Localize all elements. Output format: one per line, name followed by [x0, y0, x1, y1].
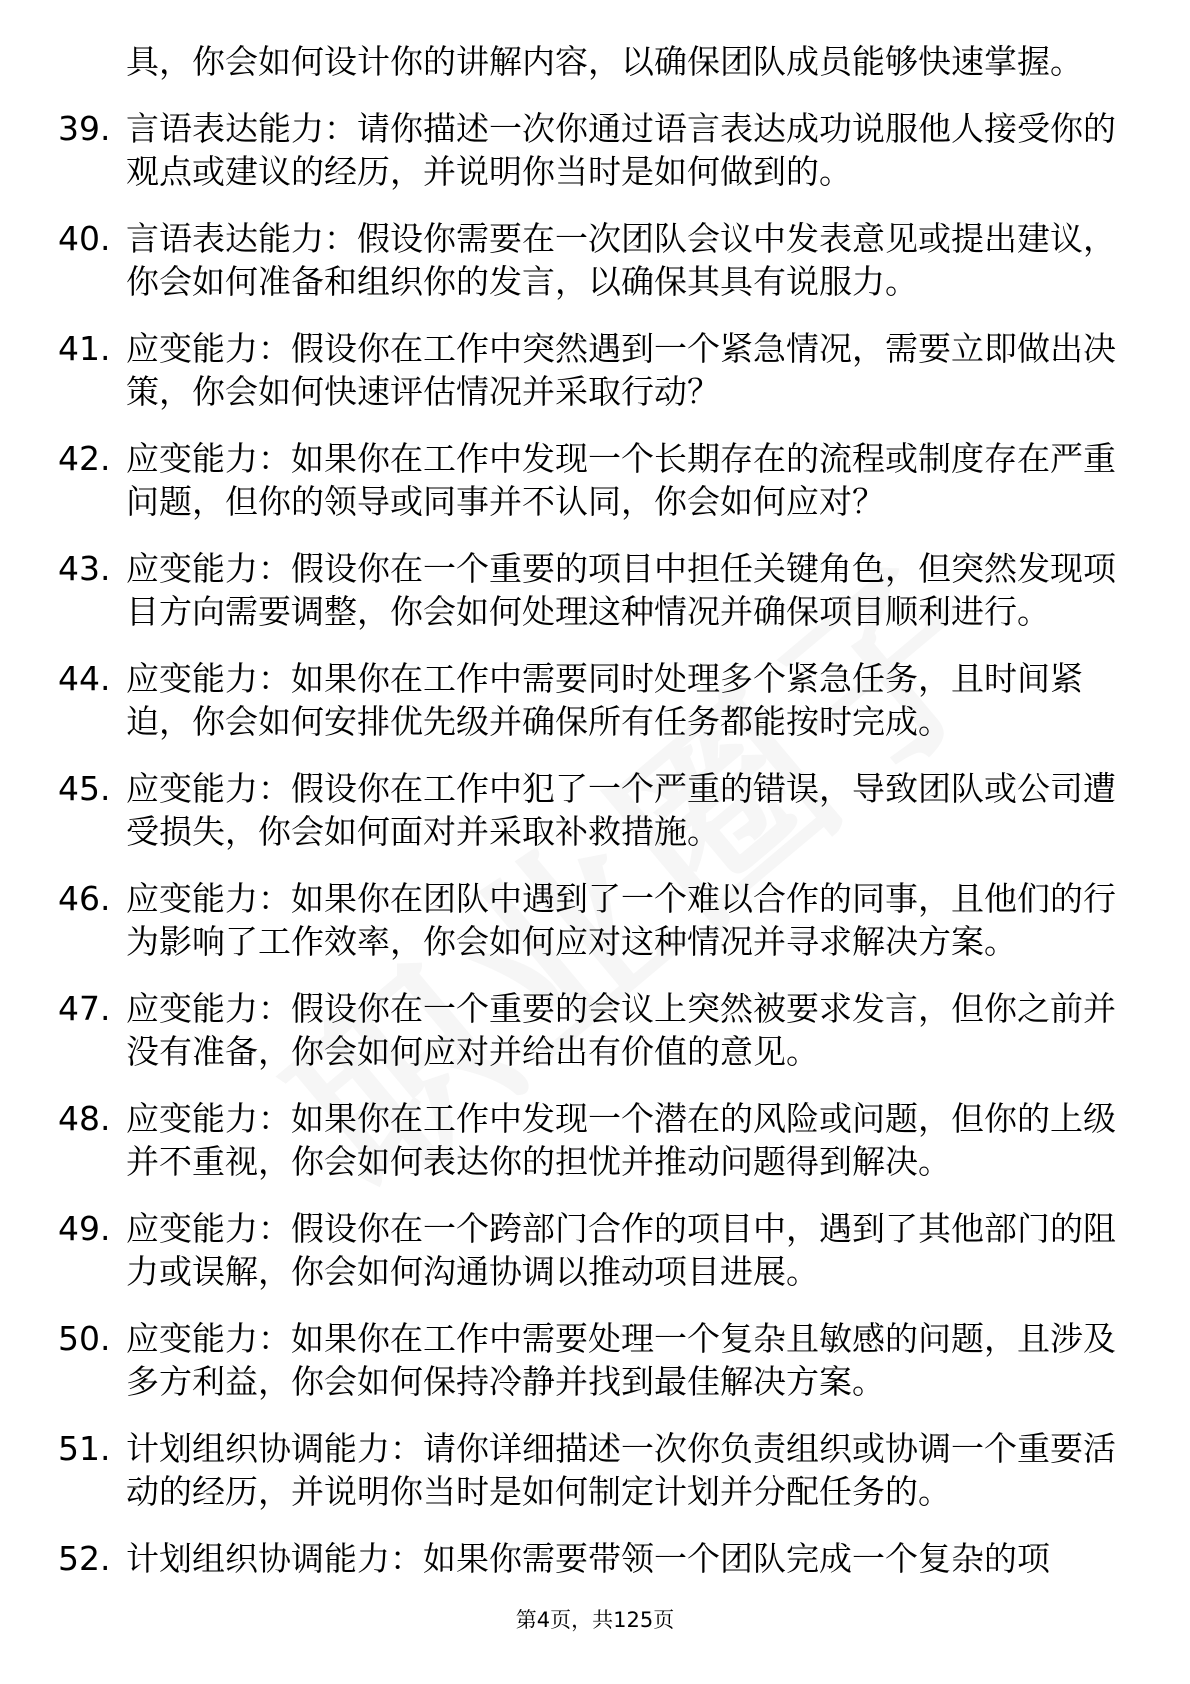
list-item	[58, 1317, 1118, 1403]
item-number: 42.	[58, 439, 111, 478]
item-number: 43.	[58, 549, 111, 588]
list-item	[58, 327, 1118, 413]
list-item	[58, 1427, 1118, 1513]
list-item	[58, 987, 1118, 1073]
item-number: 45.	[58, 769, 111, 808]
item-text: 言语表达能力：请你描述一次你通过语言表达成功说服他人接受你的观点或建议的经历，并说明你当时是如何做到的。	[126, 109, 1116, 191]
list-item	[58, 877, 1118, 963]
item-text: 应变能力：假设你在工作中犯了一个严重的错误，导致团队或公司遭受损失，你会如何面对并采取补救措施。	[126, 769, 1116, 851]
item-number: 50.	[58, 1319, 111, 1358]
list-item	[58, 437, 1118, 523]
item-text: 应变能力：如果你在工作中需要同时处理多个紧急任务，且时间紧迫，你会如何安排优先级并确保所有任务都能按时完成。	[126, 659, 1083, 741]
item-number: 52.	[58, 1539, 111, 1578]
page-footer: 第4页，共125页	[515, 1608, 675, 1632]
item-text: 应变能力：假设你在一个重要的会议上突然被要求发言，但你之前并没有准备，你会如何应对并给出有价值的意见。	[126, 989, 1116, 1071]
item-number: 41.	[58, 329, 111, 368]
item-number: 44.	[58, 659, 111, 698]
continuation-paragraph: 具，你会如何设计你的讲解内容，以确保团队成员能够快速掌握。	[126, 42, 1083, 81]
item-number: 40.	[58, 219, 111, 258]
list-item	[58, 1207, 1118, 1293]
item-number: 51.	[58, 1429, 111, 1468]
items-container	[58, 107, 1118, 1580]
item-text: 计划组织协调能力：请你详细描述一次你负责组织或协调一个重要活动的经历，并说明你当时是如何制定计划并分配任务的。	[126, 1429, 1116, 1511]
item-text: 应变能力：如果你在工作中发现一个潜在的风险或问题，但你的上级并不重视，你会如何表达你的担忧并推动问题得到解决。	[126, 1099, 1116, 1181]
item-text: 应变能力：假设你在工作中突然遇到一个紧急情况，需要立即做出决策，你会如何快速评估情况并采取行动？	[126, 329, 1116, 411]
item-number: 48.	[58, 1099, 111, 1138]
list-item	[58, 217, 1118, 303]
item-text: 应变能力：假设你在一个跨部门合作的项目中，遇到了其他部门的阻力或误解，你会如何沟通协调以推动项目进展。	[126, 1209, 1116, 1291]
item-text: 应变能力：如果你在工作中发现一个长期存在的流程或制度存在严重问题，但你的领导或同事并不认同，你会如何应对？	[126, 439, 1116, 521]
list-item	[58, 1097, 1118, 1183]
item-number: 47.	[58, 989, 111, 1028]
item-number: 39.	[58, 109, 111, 148]
list-item	[58, 547, 1118, 633]
list-item	[58, 657, 1118, 743]
item-text: 应变能力：如果你在团队中遇到了一个难以合作的同事，且他们的行为影响了工作效率，你会如何应对这种情况并寻求解决方案。	[126, 879, 1116, 961]
item-text: 应变能力：假设你在一个重要的项目中担任关键角色，但突然发现项目方向需要调整，你会如何处理这种情况并确保项目顺利进行。	[126, 549, 1116, 631]
question-list	[58, 40, 1118, 1604]
item-text: 言语表达能力：假设你需要在一次团队会议中发表意见或提出建议，你会如何准备和组织你的发言，以确保其具有说服力。	[126, 219, 1116, 301]
item-text: 计划组织协调能力：如果你需要带领一个团队完成一个复杂的项	[126, 1539, 1050, 1578]
item-number: 49.	[58, 1209, 111, 1248]
list-item	[58, 1537, 1118, 1580]
list-item	[58, 107, 1118, 193]
item-number: 46.	[58, 879, 111, 918]
list-item	[58, 767, 1118, 853]
item-text: 应变能力：如果你在工作中需要处理一个复杂且敏感的问题，且涉及多方利益，你会如何保持冷静并找到最佳解决方案。	[126, 1319, 1116, 1401]
